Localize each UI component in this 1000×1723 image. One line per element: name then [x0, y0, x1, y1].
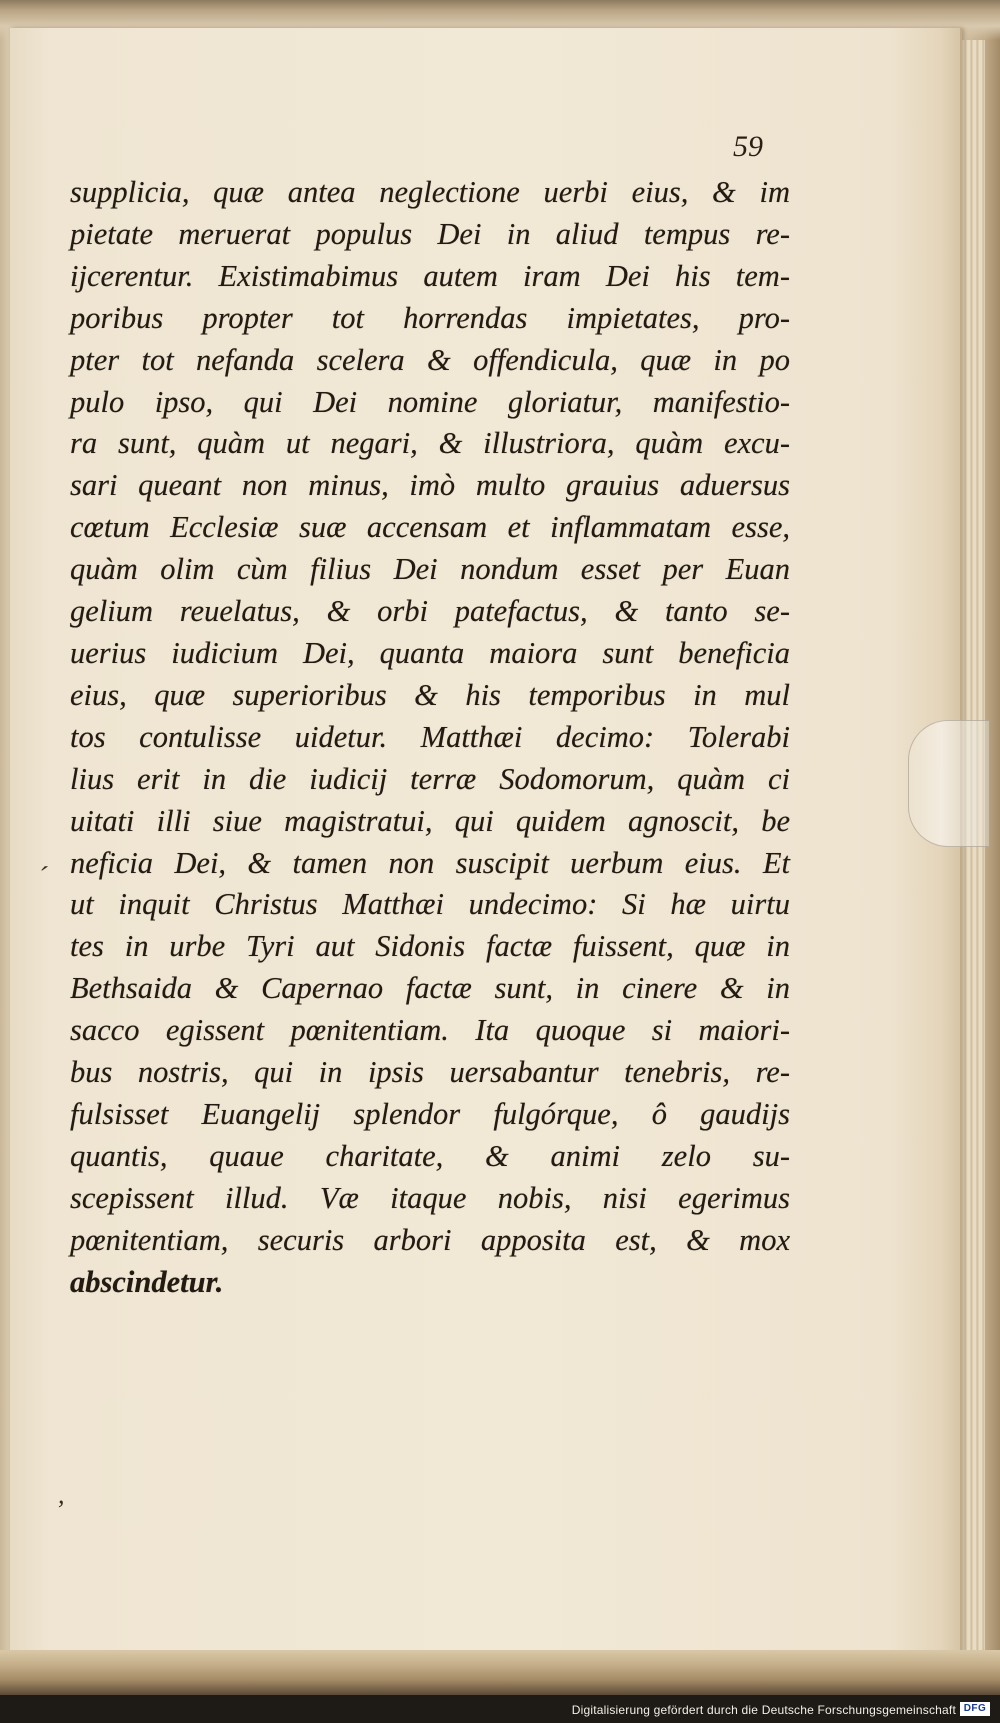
text-line: neficia Dei, & tamen non suscipit uerbum eius. Et	[70, 845, 790, 880]
margin-mark: ´	[38, 862, 48, 893]
text-line: eius, quæ superioribus & his temporibus in mul	[70, 677, 790, 712]
text-line: fulsisset Euangelij splendor fulgórque, ô gaudijs	[70, 1096, 790, 1131]
book-bottom-edge	[0, 1650, 1000, 1695]
text-line: Bethsaida & Capernao factæ sunt, in cinere & in	[70, 971, 790, 1006]
text-line: supplicia, quæ antea neglectione uerbi eius, & im	[70, 175, 790, 209]
text-line-last: abscindetur.	[70, 1264, 224, 1299]
digitization-credit: Digitalisierung gefördert durch die Deutsche Forschungsgemeinschaft	[571, 1703, 956, 1717]
text-line: uerius iudicium Dei, quanta maiora sunt beneficia	[70, 635, 790, 670]
text-line: quantis, quaue charitate, & animi zelo su-	[70, 1138, 790, 1173]
text-line: lius erit in die iudicij terræ Sodomorum, quàm ci	[70, 761, 790, 796]
text-line: scepissent illud. Væ itaque nobis, nisi egerimus	[70, 1180, 790, 1215]
page-number: 59	[733, 130, 763, 163]
text-line: quàm olim cùm filius Dei nondum esset per Euan	[70, 552, 790, 587]
text-line: sacco egissent pœnitentiam. Ita quoque si maiori-	[70, 1013, 790, 1048]
text-line: uitati illi siue magistratui, qui quidem agnoscit, be	[70, 803, 790, 838]
text-line: tos contulisse uidetur. Matthæi decimo: Tolerabi	[70, 719, 790, 754]
text-line: pulo ipso, qui Dei nomine gloriatur, manifestio-	[70, 384, 790, 419]
text-line: bus nostris, qui in ipsis uersabantur tenebris, re-	[70, 1055, 790, 1090]
margin-mark: ,	[58, 1480, 65, 1509]
dfg-logo: DFG	[960, 1702, 990, 1716]
text-line: ra sunt, quàm ut negari, & illustriora, quàm excu-	[70, 426, 790, 461]
text-line: pietate meruerat populus Dei in aliud tempus re-	[70, 216, 790, 251]
text-line: gelium reuelatus, & orbi patefactus, & tanto se-	[70, 594, 790, 629]
text-line: tes in urbe Tyri aut Sidonis factæ fuissent, quæ in	[70, 929, 790, 964]
text-line: cœtum Ecclesiæ suæ accensam et inflammatam esse,	[70, 510, 790, 545]
text-line: ut inquit Christus Matthæi undecimo: Si hæ uirtu	[70, 887, 790, 922]
text-line: poribus propter tot horrendas impietates, pro-	[70, 300, 790, 335]
page-text	[70, 172, 790, 1303]
text-line: sari queant non minus, imò multo grauius aduersus	[70, 468, 790, 503]
text-line: pter tot nefanda scelera & offendicula, quæ in po	[70, 342, 790, 377]
text-line: pœnitentiam, securis arbori apposita est, & mox	[70, 1222, 790, 1257]
clip-tab	[908, 720, 989, 847]
text-line: ijcerentur. Existimabimus autem iram Dei his tem-	[70, 258, 790, 293]
